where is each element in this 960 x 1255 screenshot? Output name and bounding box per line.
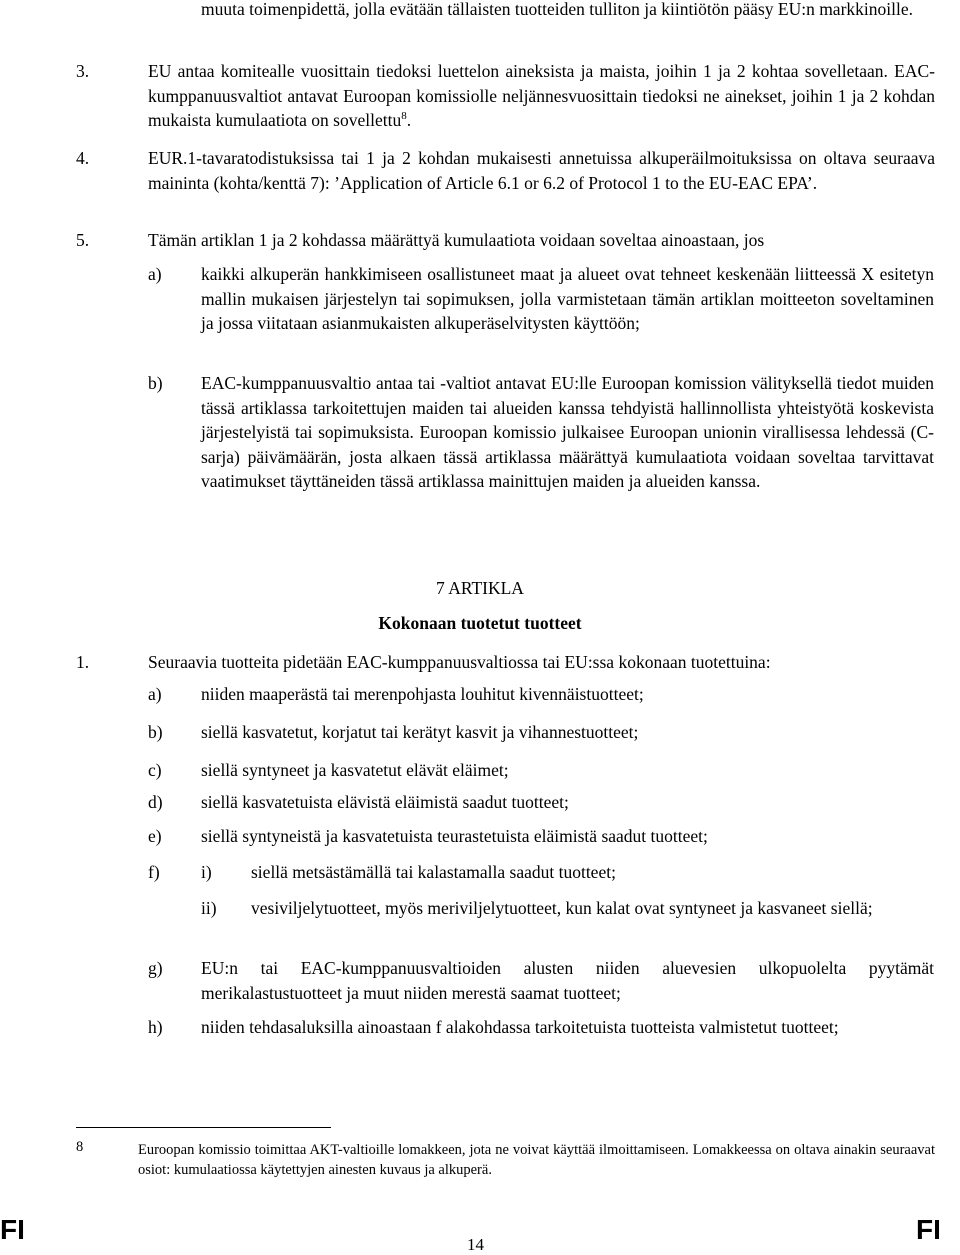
- intro-continuation: muuta toimenpidettä, jolla evätään tällaisten tuotteiden tulliton ja kiintiötön pääsy EU:n markkinoille.: [201, 0, 913, 19]
- item-c-text: siellä syntyneet ja kasvatetut elävät eläimet;: [201, 760, 509, 780]
- page-number: 14: [467, 1235, 484, 1254]
- item-g-label: g): [148, 958, 163, 978]
- item-e-label: e): [148, 826, 162, 846]
- item-b-text: siellä kasvatetut, korjatut tai kerätyt kasvit ja vihannestuotteet;: [201, 722, 639, 742]
- para-4-text: EUR.1-tavaratodistuksissa tai 1 ja 2 kohdan mukaisesti annetuissa alkuperäilmoituksissa on oltava seuraava maininta (kohta/kenttä 7): ’Application of Article 6.1 or 6.2 of Protocol 1 to the EU-EAC EPA’.: [148, 148, 935, 193]
- para-3-body: EU antaa komitealle vuosittain tiedoksi luettelon aineksista ja maista, joihin 1 ja 2 kohtaa sovelletaan. EAC-kumppanuusvaltiot antavat Euroopan komissiolle neljännesvuosittain tiedoksi ne ainekset, joihin 1 ja 2 kohdan mukaista kumulaatiota on sovellettu: [148, 61, 935, 130]
- footnote-text: Euroopan komissio toimittaa AKT-valtioille lomakkeen, jota ne voivat käyttää ilmoittamiseen. Lomakkeessa on oltava ainakin seuraavat osiot: kumulaatiossa käytettyjen ainesten kuvaus ja alkuperä.: [138, 1142, 935, 1178]
- item-f-ii-label: ii): [201, 898, 217, 918]
- item-d-label: d): [148, 792, 163, 812]
- footer-language-left: FI: [0, 1214, 25, 1245]
- para-5-text: Tämän artiklan 1 ja 2 kohdassa määrättyä kumulaatiota voidaan soveltaa ainoastaan, jos: [148, 230, 765, 250]
- footnote-separator: [76, 1127, 331, 1128]
- footnote-ref-8[interactable]: 8: [401, 110, 407, 123]
- item-d-text: siellä kasvatetuista elävistä eläimistä saadut tuotteet;: [201, 792, 569, 812]
- footnote-number: 8: [76, 1139, 84, 1155]
- art7-para-1-number: 1.: [76, 652, 90, 672]
- para-3-number: 3.: [76, 61, 90, 81]
- item-f-label: f): [148, 862, 160, 882]
- item-h-label: h): [148, 1017, 163, 1037]
- para-5-b-label: b): [148, 373, 163, 393]
- article-title: Kokonaan tuotetut tuotteet: [378, 613, 582, 633]
- item-e-text: siellä syntyneistä ja kasvatetuista teurastetuista eläimistä saadut tuotteet;: [201, 826, 708, 846]
- item-a-text: niiden maaperästä tai merenpohjasta louhitut kivennäistuotteet;: [201, 684, 644, 704]
- article-heading: 7 ARTIKLA: [436, 578, 524, 598]
- item-f-ii-text: vesiviljelytuotteet, myös meriviljelytuotteet, kun kalat ovat syntyneet ja kasvaneet siellä;: [251, 898, 873, 918]
- para-3-end: .: [406, 110, 412, 130]
- para-5-a-label: a): [148, 264, 162, 284]
- item-h-text: niiden tehdasaluksilla ainoastaan f alakohdassa tarkoitetuista tuotteista valmistetut tuotteet;: [201, 1017, 839, 1037]
- item-f-i-label: i): [201, 862, 212, 882]
- para-4-number: 4.: [76, 148, 90, 168]
- item-b-label: b): [148, 722, 163, 742]
- para-5-a-text: kaikki alkuperän hankkimiseen osallistuneet maat ja alueet ovat tehneet keskenään liitteessä X esitetyn mallin mukaisen järjestelyn tai sopimuksen, jolla varmistetaan tämän artiklan moitteeton soveltaminen ja jossa viitataan asianmukaisten alkuperäselvitysten käyttöön;: [201, 264, 934, 333]
- para-5-number: 5.: [76, 230, 90, 250]
- item-c-label: c): [148, 760, 162, 780]
- para-5-b-text: EAC-kumppanuusvaltio antaa tai -valtiot antavat EU:lle Euroopan komission välityksellä tiedot muiden tässä artiklassa tarkoitettujen maiden tai alueiden kanssa tehdyistä hallinnollista yhteistyötä koskevista järjestelyistä tai sopimuksista. Euroopan komissio julkaisee Euroopan unionin virallisessa lehdessä (C-sarja) päivämäärän, josta alkaen tässä artiklassa määrättyä kumulaatiota voidaan soveltaa tarvittavat vaatimukset täyttäneiden tässä artiklassa mainittujen maiden ja alueiden kanssa.: [201, 373, 934, 491]
- footer-language-right: FI: [916, 1214, 941, 1245]
- item-g-text: EU:n tai EAC-kumppanuusvaltioiden alusten niiden aluevesien ulkopuolelta pyytämät merikalastustuotteet ja muut niiden merestä saamat tuotteet;: [201, 958, 934, 1003]
- art7-para-1-text: Seuraavia tuotteita pidetään EAC-kumppanuusvaltiossa tai EU:ssa kokonaan tuotettuina:: [148, 652, 771, 672]
- item-f-i-text: siellä metsästämällä tai kalastamalla saadut tuotteet;: [251, 862, 616, 882]
- item-a-label: a): [148, 684, 162, 704]
- para-3-text: [148, 59, 935, 133]
